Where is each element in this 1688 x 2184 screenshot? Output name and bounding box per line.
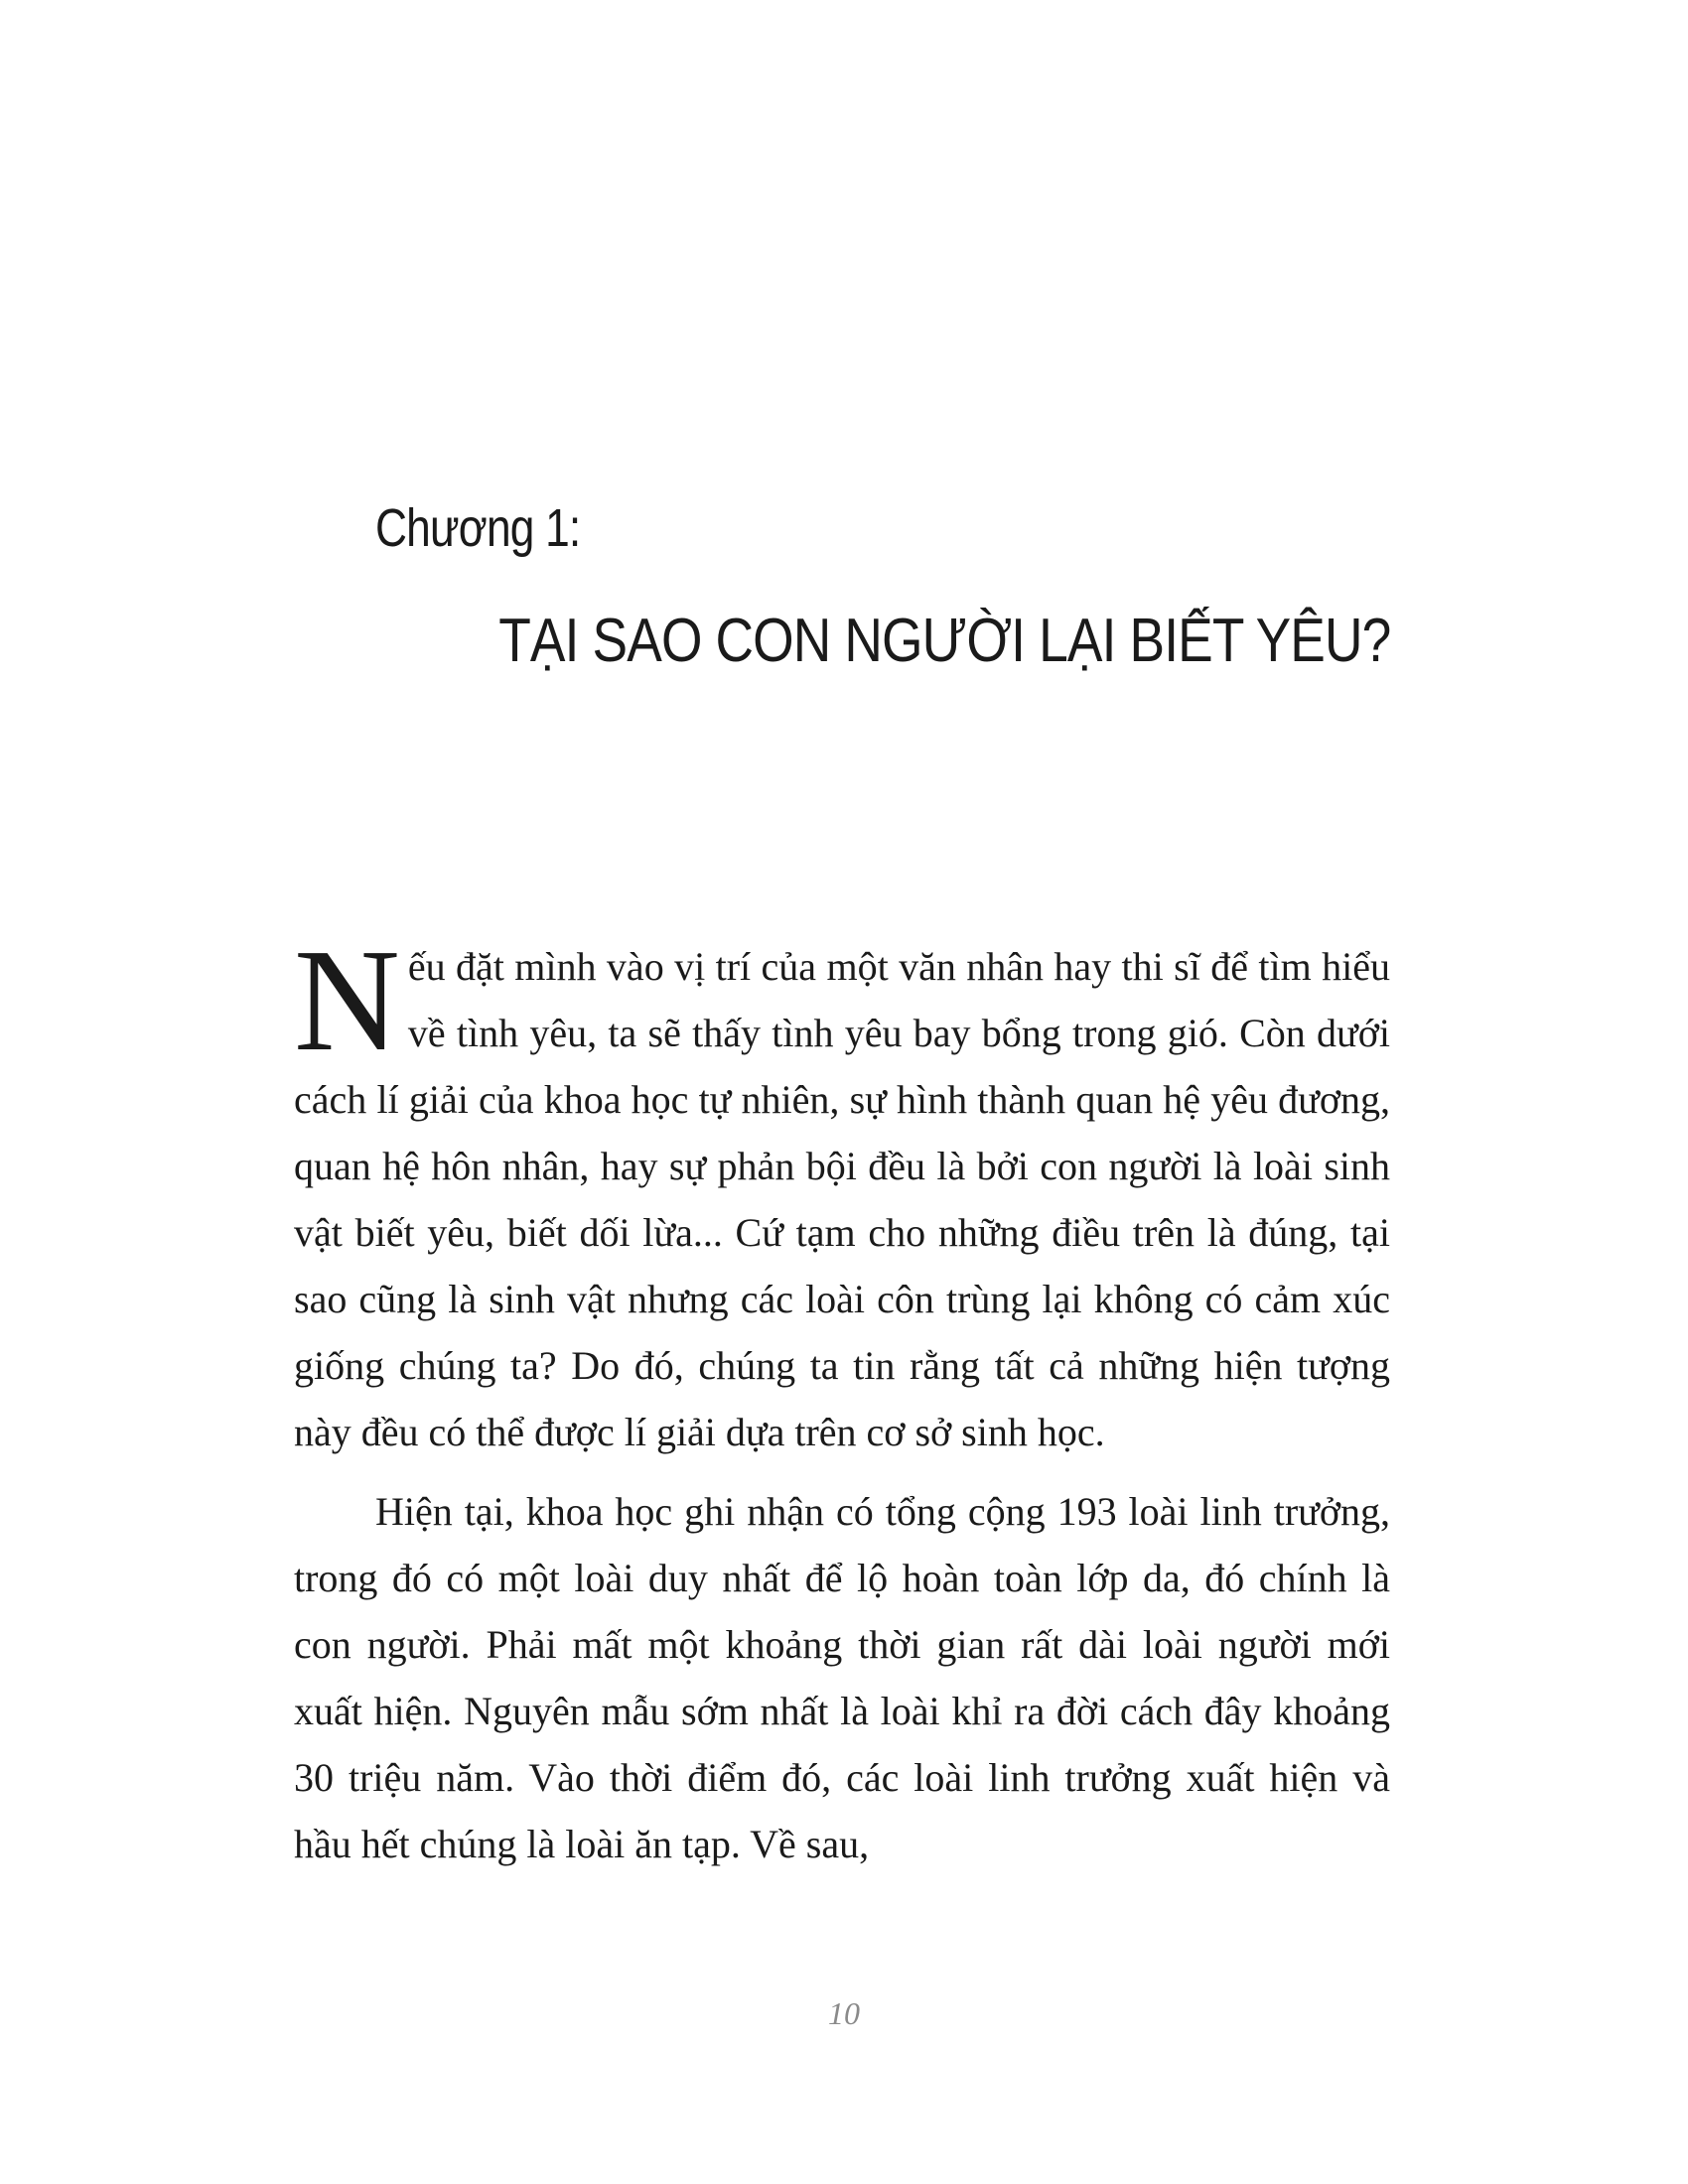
body-text	[294, 919, 1390, 1877]
paragraph-1-text: ếu đặt mình vào vị trí của một văn nhân hay thi sĩ để tìm hiểu về tình yêu, ta sẽ thấy tình yêu bay bổng trong gió. Còn dưới cách lí giải của khoa học tự nhiên, sự hình thành quan hệ yêu đương, quan hệ hôn nhân, hay sự phản bội đều là bởi con người là loài sinh vật biết yêu, biết dối lừa... Cứ tạm cho những điều trên là đúng, tại sao cũng là sinh vật nhưng các loài côn trùng lại không có cảm xúc giống chúng ta? Do đó, chúng ta tin rằng tất cả những hiện tượng này đều có thể được lí giải dựa trên cơ sở sinh học.	[294, 944, 1390, 1454]
drop-cap: N	[294, 919, 400, 1082]
chapter-title: TẠI SAO CON NGƯỜI LẠI BIẾT YÊU?	[497, 607, 1390, 675]
chapter-label: Chương 1:	[375, 498, 581, 558]
paragraph-1	[294, 919, 1390, 1465]
page-number: 10	[828, 1995, 860, 2031]
paragraph-2: Hiện tại, khoa học ghi nhận có tổng cộng 193 loài linh trưởng, trong đó có một loài duy nhất để lộ hoàn toàn lớp da, đó chính là con người. Phải mất một khoảng thời gian rất dài loài người mới xuất hiện. Nguyên mẫu sớm nhất là loài khỉ ra đời cách đây khoảng 30 triệu năm. Vào thời điểm đó, các loài linh trưởng xuất hiện và hầu hết chúng là loài ăn tạp. Về sau,	[294, 1489, 1390, 1866]
